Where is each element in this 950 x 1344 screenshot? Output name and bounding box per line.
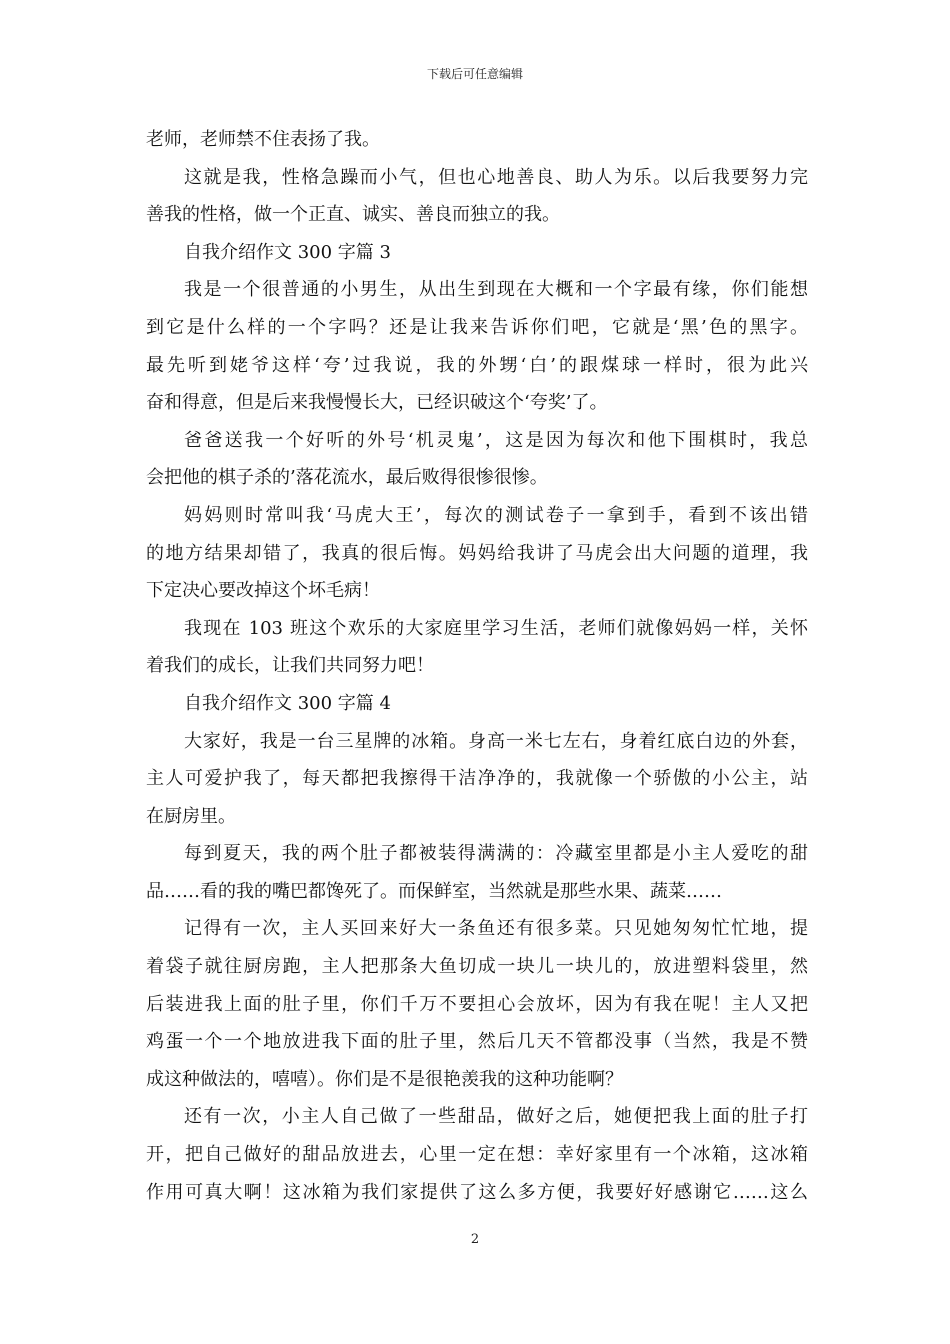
page-number: 2 xyxy=(470,1232,480,1247)
text-line: 记得有一次，主人买回来好大一条鱼还有很多菜。只见她匆匆忙忙地，提 xyxy=(184,918,808,940)
text-line: 奋和得意，但是后来我慢慢长大，已经识破这个‘夸奖’了。 xyxy=(146,392,608,414)
text-line: 我是一个很普通的小男生，从出生到现在大概和一个字最有缘，你们能想 xyxy=(184,279,808,301)
text-line: 妈妈则时常叫我‘马虎大王’，每次的测试卷子一拿到手，看到不该出错 xyxy=(184,504,808,526)
text-line: 成这种做法的，嘻嘻）。你们是不是很艳羡我的这种功能啊？ xyxy=(146,1068,623,1090)
document-body xyxy=(146,121,808,1211)
page-header: 下载后可任意编辑 xyxy=(426,67,523,81)
text-line: 开，把自己做好的甜品放进去，心里一定在想：幸好家里有一个冰箱，这冰箱 xyxy=(146,1144,808,1166)
text-line: 后装进我上面的肚子里，你们千万不要担心会放坏，因为有我在呢！主人又把 xyxy=(146,993,808,1015)
text-line: 的地方结果却错了，我真的很后悔。妈妈给我讲了马虎会出大问题的道理，我 xyxy=(146,542,808,564)
text-line: 鸡蛋一个一个地放进我下面的肚子里，然后几天不管都没事（当然，我是不赞 xyxy=(146,1031,808,1053)
text-line: 善我的性格，做一个正直、诚实、善良而独立的我。 xyxy=(146,204,560,226)
text-line: 这就是我，性格急躁而小气，但也心地善良、助人为乐。以后我要努力完 xyxy=(184,166,808,188)
text-line: 主人可爱护我了，每天都把我擦得干洁净净的，我就像一个骄傲的小公主，站 xyxy=(146,768,808,790)
text-line: 下定决心要改掉这个坏毛病！ xyxy=(146,580,380,602)
text-line: 自我介绍作文 300 字篇 3 xyxy=(184,241,391,263)
text-line: 每到夏天，我的两个肚子都被装得满满的：冷藏室里都是小主人爱吃的甜 xyxy=(184,843,808,865)
text-line: 在厨房里。 xyxy=(146,805,236,827)
text-line: 最先听到姥爷这样‘夸’过我说，我的外甥‘白’的跟煤球一样时，很为此兴 xyxy=(146,354,808,376)
text-line: 爸爸送我一个好听的外号‘机灵鬼’，这是因为每次和他下围棋时，我总 xyxy=(184,429,808,451)
text-line: 还有一次，小主人自己做了一些甜品，做好之后，她便把我上面的肚子打 xyxy=(184,1106,808,1128)
text-line: 大家好，我是一台三星牌的冰箱。身高一米七左右，身着红底白边的外套， xyxy=(184,730,808,752)
text-line: 老师，老师禁不住表扬了我。 xyxy=(146,129,380,150)
text-line: 着袋子就往厨房跑，主人把那条大鱼切成一块儿一块儿的，放进塑料袋里，然 xyxy=(146,956,808,978)
text-line: 着我们的成长，让我们共同努力吧！ xyxy=(146,655,434,677)
text-line: 自我介绍作文 300 字篇 4 xyxy=(184,692,391,714)
text-line: 到它是什么样的一个字吗？还是让我来告诉你们吧，它就是‘黑’色的黑字。 xyxy=(146,316,808,338)
text-line: 品……看的我的嘴巴都馋死了。而保鲜室，当然就是那些水果、蔬菜…… xyxy=(146,880,722,902)
text-line: 作用可真大啊！这冰箱为我们家提供了这么多方便，我要好好感谢它……这么 xyxy=(146,1181,808,1203)
text-line: 我现在 103 班这个欢乐的大家庭里学习生活，老师们就像妈妈一样，关怀 xyxy=(184,617,808,639)
text-line: 会把他的棋子杀的’落花流水，最后败得很惨很惨。 xyxy=(146,467,548,489)
